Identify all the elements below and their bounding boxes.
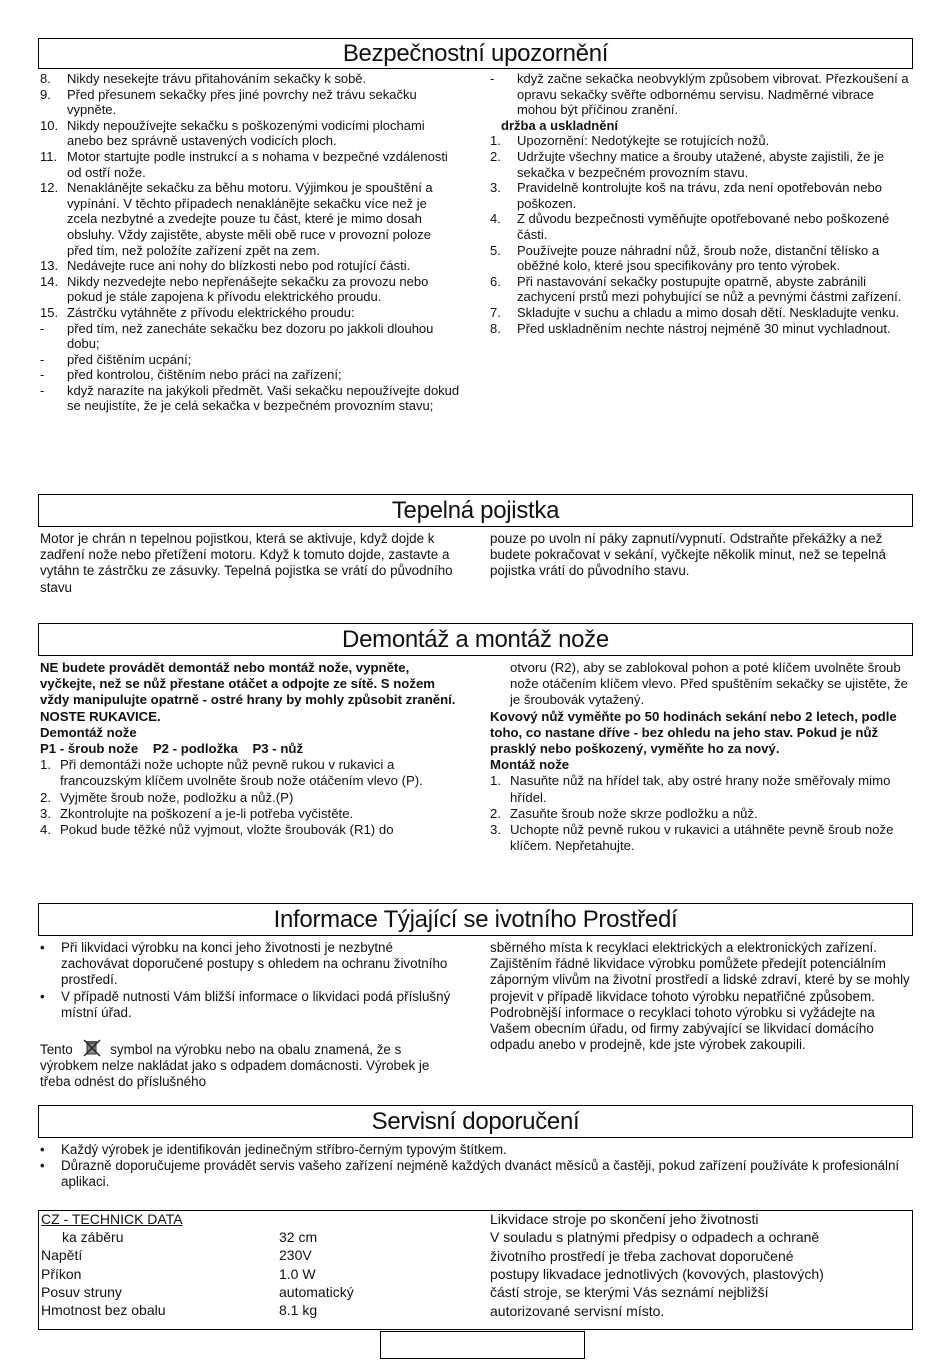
disposal-line: autorizované servisní místo. [490,1302,665,1319]
storage-heading: držba a uskladnění [501,117,619,133]
list-text: Vyjměte šroub nože, podložku a nůž.(P) [60,789,294,805]
list-item [490,321,912,337]
list-item [490,822,912,854]
list-text: Každý výrobek je identifikován jedinečným stříbro-černým typovým štítkem. [61,1142,507,1157]
list-text: Motor startujte podle instrukcí a s nohama v bezpečné vzdálenosti od ostří nože. [67,148,448,180]
service-bullets [40,1142,912,1191]
list-item [40,321,460,352]
symbol-post-text: symbol na výrobku nebo na obalu znamená, že s výrobkem nelze nakládat jako s odpadem domácnosti. Výrobek je třeba odnést do příslušného [40,1042,430,1090]
list-text: Zástrčku vytáhněte z přívodu elektrického proudu: [67,304,355,320]
list-marker: 3. [490,180,501,196]
tech-label: Posuv struny [41,1283,122,1300]
tech-value: 8.1 kg [279,1302,318,1319]
list-text: Pravidelně kontrolujte koš na trávu, zda není opotřebován nebo poškozen. [517,180,882,211]
list-item [40,757,460,789]
tech-value: automatický [279,1283,354,1300]
disposal-line: částí stroje, se kterými Vás seznámí nejbližší [490,1284,769,1301]
list-item [40,383,460,414]
blade-warning: NE budete provádět demontáž nebo montáž nože, vypněte, vyčkejte, než se nůž přestane otáčet a odpojte ze sítě. S nožem vždy manipulujte opatrně - ostré hrany by mohly způsobit zranění. [40,660,456,708]
list-item [490,274,912,305]
list-item [40,940,460,989]
safety-right-column [490,71,912,336]
tech-value: 1.0 W [279,1265,316,1282]
list-item [40,806,460,822]
list-marker: 1. [40,757,51,773]
storage-list [490,133,912,336]
list-text: Udržujte všechny matice a šrouby utažené, abyste zajistili, že je sekačka v bezpečném provozním stavu. [517,148,885,180]
list-marker: 7. [490,304,501,320]
list-item [490,71,912,118]
list-item [490,211,912,242]
mount-heading: Montáž nože [490,757,570,773]
parts-legend: P1 - šroub nože P2 - podložka P3 - nůž [40,741,304,757]
safety-left-list [40,71,460,414]
list-text: Používejte pouze náhradní nůž, šroub nože, distanční tělísko a oběžné kolo, které jsou specifikovány pro tento výrobek. [517,242,880,274]
section-title-service: Servisní doporučení [38,1105,913,1138]
environment-left-column [40,940,460,1091]
list-marker: 13. [40,258,59,274]
list-marker: • [40,1158,45,1174]
list-text: Skladujte v suchu a chladu a mimo dosah dětí. Neskladujte venku. [517,304,900,320]
list-item [490,806,912,822]
list-marker: 14. [40,273,59,289]
list-text: Zasuňte šroub nože skrze podložku a nůž. [510,805,758,821]
disposal-line: životního prostředí je třeba zachovat doporučené [490,1247,794,1264]
list-marker: • [40,1142,45,1157]
list-marker: 1. [490,133,501,149]
list-text: Před uskladněním nechte nástroj nejméně 30 minut vychladnout. [517,320,891,336]
list-text: Při likvidaci výrobku na konci jeho životnosti je nezbytné zachovávat doporučené postupy s ohledem na ochranu životního prostředí. [61,940,448,988]
list-marker: 1. [490,773,501,789]
tech-label: Příkon [41,1265,82,1282]
list-item [40,305,460,321]
list-text: Upozornění: Nedotýkejte se rotujících nožů. [517,133,770,149]
list-text: Nenaklánějte sekačku za běhu motoru. Výjimkou je spouštění a vypínání. V těchto případech nenaklánějte sekačku více než je zcela nezbytné a zvedejte pouze tu část, které je mimo dosah obsluhy. Vždy zajistěte, abyste měli obě ruce v provozní poloze před tím, než položíte zařízení zpět na zem. [67,180,433,258]
list-marker: 8. [490,320,501,336]
list-text: před tím, než zanecháte sekačku bez dozoru po jakkoli dlouhou dobu; [67,320,434,352]
list-item [490,773,912,805]
list-item [40,149,460,180]
tech-value: 32 cm [279,1229,318,1245]
list-text: Při nastavování sekačky postupujte opatrně, abyste zabránili zachycení prstů mezi pohybující se nůž a pevnými částmi zařízení. [517,273,902,305]
list-item [490,149,912,180]
list-marker: 6. [490,273,501,289]
list-item [490,305,912,321]
list-item [40,71,460,87]
list-text: Nikdy nesekejte trávu přitahováním sekačky k sobě. [67,71,367,86]
tech-heading: CZ - TECHNICK DATA [41,1211,183,1227]
tech-label: Hmotnost bez obalu [41,1302,166,1319]
list-item [40,352,460,368]
list-item [40,822,460,838]
list-marker: 9. [40,86,51,102]
disposal-line: V souladu s platnými předpisy o odpadech a ochraně [490,1229,820,1246]
list-item [490,243,912,274]
list-marker: 15. [40,304,59,320]
list-marker: • [40,988,45,1004]
list-marker: 10. [40,117,59,133]
list-marker: - [40,382,45,398]
list-text: Zkontrolujte na poškození a je-li potřeba vyčistěte. [60,805,354,821]
list-item [40,367,460,383]
section-title-thermal: Tepelná pojistka [38,494,913,527]
list-item [40,989,460,1021]
list-marker: 3. [40,805,51,821]
list-marker: 3. [490,822,501,838]
list-text: Pokud bude těžké nůž vyjmout, vložte šroubovák (R1) do [60,822,394,838]
safety-right-list [490,71,912,118]
list-marker: 5. [490,242,501,258]
list-marker: 8. [40,71,51,86]
list-text: Důrazně doporučujeme provádět servis vašeho zařízení nejméně každých dvanáct měsíců a častěji, pokud zařízení používáte k profesionální aplikaci. [61,1158,900,1190]
list-text: před kontrolou, čištěním nebo práci na zařízení; [67,367,342,383]
environment-right-text: sběrného místa k recyklaci elektrických a elektronických zařízení. Zajištěním řádné likvidace výrobku pomůžete předejít potenciálním záporným vlivům na životní prostředí a lidské zdraví, které by se mohly projevit v případě likvidace tohoto výrobku nepatřičné způsobem. Podrobnější informace o recyklaci tohoto výrobku si vyžádejte na Vašem obecním úřadu, od firmy zabývající se likvidací domácího odpadu anebo v prodejně, kde jste výrobek zakoupili. [490,940,910,1053]
thermal-right-text: pouze po uvoln ní páky zapnutí/vypnutí. Odstraňte překážky a než budete pokračovat v sekání, vyčkejte několik minut, než se tepelná pojistka vrátí do původního stavu. [490,531,886,579]
list-text: V případě nutnosti Vám bližší informace o likvidaci podá příslušný místní úřad. [61,988,451,1020]
list-marker: - [40,320,45,336]
list-marker: 2. [40,789,51,805]
tech-label: Napětí [41,1247,83,1264]
list-text: když začne sekačka neobvyklým způsobem vibrovat. Přezkoušení a opravu sekačky svěřte odbornému servisu. Nadměrné vibrace mohou být příčinou zranění. [517,71,909,118]
list-item [40,87,460,118]
list-text: Při demontáži nože uchopte nůž pevně rukou v rukavici a francouzským klíčem uvolněte šroub nože otáčením vlevo (P). [60,757,423,789]
section-title-safety: Bezpečnostní upozornění [38,38,913,69]
list-marker: 4. [490,211,501,227]
list-text: když narazíte na jakýkoli předmět. Vaši sekačku nepoužívejte dokud se neujistíte, že je celá sekačka v bezpečném provozním stavu; [67,382,460,414]
list-text: Uchopte nůž pevně rukou v rukavici a utáhněte pevně šroub nože klíčem. Nepřetahujte. [510,822,894,854]
mount-list [490,773,912,854]
blade-right-column [490,660,912,854]
gloves-note: NOSTE RUKAVICE. [40,708,161,724]
symbol-pre-text: Tento [40,1042,73,1058]
list-text: Z důvodu bezpečnosti vyměňujte opotřebované nebo poškozené části. [517,211,890,242]
list-item [40,258,460,274]
list-text: Nedávejte ruce ani nohy do blízkosti nebo pod rotující části. [67,258,411,274]
list-text: před čištěním ucpání; [67,351,192,367]
list-marker: • [40,940,45,955]
section-title-environment: Informace Týjající se ivotního Prostředí [38,903,913,936]
disposal-line: Likvidace stroje po skončení jeho životnosti [490,1211,759,1227]
list-text: Nasuňte nůž na hřídel tak, aby ostré hrany nože směřovaly mimo hřídel. [510,773,891,805]
list-marker: 11. [40,148,58,164]
replace-note: Kovový nůž vyměňte po 50 hodinách sekání nebo 2 letech, podle toho, co nastane dříve - bez ohledu na jeho stav. Pokud je nůž prasklý nebo poškozený, vyměňte ho za nový. [490,708,897,757]
blade-left-column [40,660,460,838]
section-title-blade: Demontáž a montáž nože [38,623,913,656]
list-item [490,180,912,211]
list-item [40,274,460,305]
environment-bullets [40,940,460,1021]
removal-list [40,757,460,838]
list-item [40,180,460,258]
list-text: Před přesunem sekačky přes jiné povrchy než trávu sekačku vypněte. [67,86,417,118]
list-item [40,118,460,149]
list-item [40,790,460,806]
list-marker: - [40,367,45,383]
removal-heading: Demontáž nože [40,724,137,740]
list-marker: 4. [40,822,51,838]
tech-label: ka záběru [62,1229,124,1245]
list-item [40,1158,912,1190]
list-text: Nikdy nezvedejte nebo nepřenášejte sekačku za provozu nebo pokud je stále zapojena k přívodu elektrického proudu. [67,273,429,305]
list-item [490,133,912,149]
symbol-paragraph [40,1039,460,1091]
removal-continued: otvoru (R2), aby se zablokoval pohon a poté klíčem uvolněte šroub nože otáčením klíčem vlevo. Před spuštěním sekačky se ujistěte, že je šroubovák vytažený. [510,660,909,708]
thermal-left-text: Motor je chrán n tepelnou pojistkou, která se aktivuje, když dojde k zadření nože nebo přetížení motoru. Když k tomuto dojde, zastavte a vytáhn te zástrčku ze zásuvky. Tepelná pojistka se vrátí do původního stavu [40,531,453,595]
tech-value: 230V [279,1247,312,1264]
list-marker: 2. [490,805,501,821]
list-marker: - [490,71,495,86]
list-marker: 2. [490,148,501,164]
list-marker: 12. [40,180,59,196]
list-marker: - [40,351,45,367]
page-number-box [380,1331,585,1359]
disposal-line: postupy likvadace jednotlivých (kovových, plastových) [490,1265,824,1282]
list-item [40,1142,912,1158]
crossed-bin-icon [81,1039,103,1057]
list-text: Nikdy nepoužívejte sekačku s poškozenými vodicími plochami anebo bez správně ustavených vodicích ploch. [67,117,425,149]
